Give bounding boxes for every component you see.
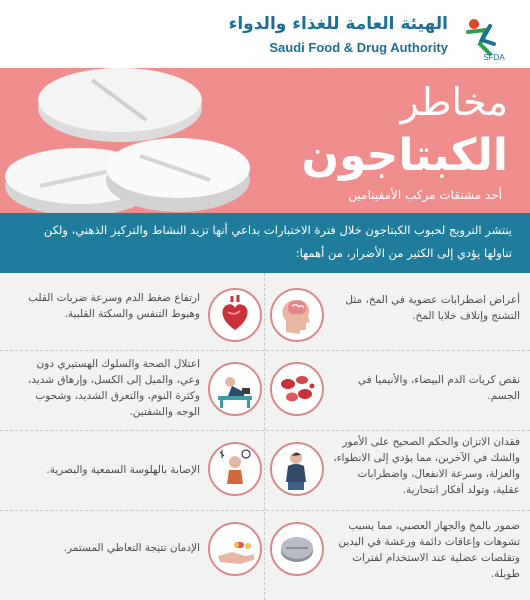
hand-pills-icon — [208, 522, 262, 576]
effect-text-right-1: أعراض اضطرابات عضوية في المخ، مثل التشنج وإتلاف خلايا المخ. — [345, 294, 520, 322]
intro-band — [0, 213, 530, 273]
depressed-person-icon — [270, 442, 324, 496]
grid-divider — [0, 430, 530, 431]
grid-divider-vertical — [264, 273, 265, 600]
logo-mark-text: SFDA — [483, 53, 505, 62]
logo-arabic-name: الهيئة العامة للغذاء والدواء — [228, 14, 448, 34]
hero-title-line2: الكبتاجون — [301, 130, 508, 181]
pills-illustration — [0, 68, 280, 213]
sfda-logo-icon — [460, 14, 508, 62]
brain-head-icon — [270, 288, 324, 342]
intro-line-1: ينتشر الترويج لحبوب الكبتاجون خلال فترة الاختبارات بداعي أنها تزيد النشاط والتركيز الذهني، ولكن — [43, 223, 512, 237]
effect-text-right-3: فقدان الاتزان والحكم الصحيح على الأمور والشك في الآخرين، مما يؤدي إلى الانطواء، والعزلة، وسرعة الانفعال، واضطرابات عقلية، وتولد أفكار انتحارية. — [333, 436, 520, 496]
hero-banner — [0, 68, 530, 213]
effect-text-left-4: الإدمان نتيجة التعاطي المستمر. — [63, 542, 200, 554]
intro-line-2: تناولها يؤدي إلى الكثير من الأضرار، من أهمها: — [295, 246, 512, 260]
exhausted-person-icon — [208, 362, 262, 416]
grid-divider — [0, 510, 530, 511]
blood-cells-icon — [270, 362, 324, 416]
effect-text-right-4: ضمور بالمخ والجهاز العصبي، مما يسبب تشوهات وإعاقات دائمة ورعشة في اليدين وتقلصات عضلية عند الاستخدام لفترات طويلة. — [338, 520, 520, 580]
hero-subtitle: أحد مشتقات مركب الأمفيتامين — [348, 188, 502, 202]
pill-icon — [270, 522, 324, 576]
hallucination-icon — [208, 442, 262, 496]
heart-icon — [208, 288, 262, 342]
hero-title-line1: مخاطر — [400, 80, 508, 124]
effect-text-right-2: نقص كريات الدم البيضاء، والأنيميا في الجسم. — [357, 374, 520, 402]
effect-text-left-1: ارتفاع ضغط الدم وسرعة ضربات القلب وهبوط التنفس والسكتة القلبية. — [28, 292, 200, 320]
effect-text-left-2: اعتلال الصحة والسلوك الهستيري دون وعي، والميل إلى الكسل، وإرهاق شديد، وكثرة النوم، والتعرق الشديد، وشحوب الوجه والشفتين. — [27, 358, 200, 418]
logo-english-name: Saudi Food & Drug Authority — [269, 40, 448, 55]
effect-text-left-3: الإصابة بالهلوسة السمعية والبصرية. — [46, 464, 200, 476]
header — [0, 0, 530, 68]
grid-divider — [0, 350, 530, 351]
